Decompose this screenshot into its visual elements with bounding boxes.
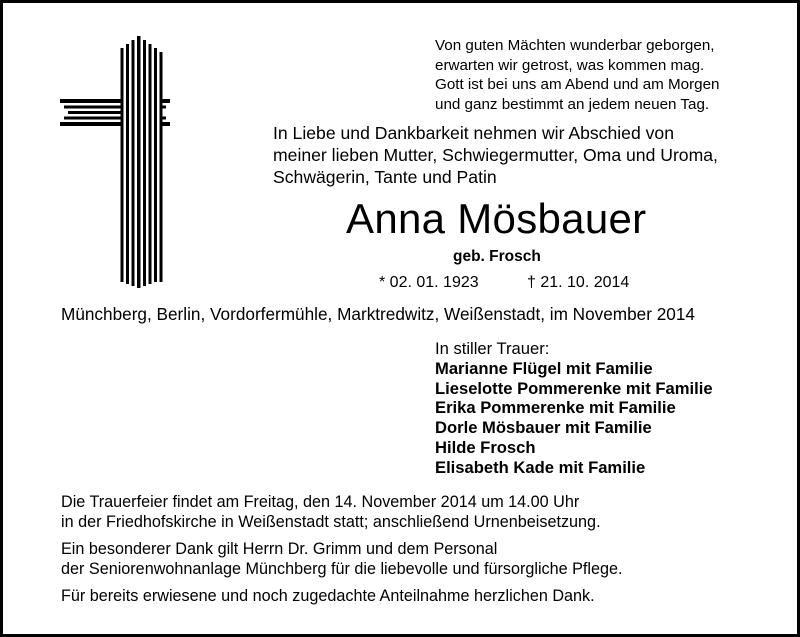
- mourners-list: [435, 339, 775, 478]
- intro-text: [273, 122, 783, 188]
- thanks-all-line: Für bereits erwiesene und noch zugedachte Anteilnahme herzlichen Dank.: [61, 587, 595, 605]
- poem-line: Gott ist bei uns am Abend und am Morgen: [435, 76, 720, 93]
- spacer: [61, 532, 781, 539]
- mourner-name: Marianne Flügel mit Familie: [435, 358, 653, 378]
- mourner-name: Lieselotte Pommerenke mit Familie: [435, 378, 713, 398]
- mourners-label: In stiller Trauer:: [435, 339, 550, 358]
- death-date: † 21. 10. 2014: [527, 274, 630, 291]
- poem-line: und ganz bestimmt an jedem neuen Tag.: [435, 95, 710, 113]
- intro-line: meiner lieben Mutter, Schwiegermutter, Oma und Uroma,: [273, 145, 718, 165]
- maiden-name: geb. Frosch: [453, 248, 541, 265]
- thanks-staff-line: der Seniorenwohnanlage Münchberg für die liebevolle und fürsorgliche Pflege.: [61, 560, 623, 578]
- intro-line: In Liebe und Dankbarkeit nehmen wir Abschied von: [273, 123, 674, 143]
- mourner-name: Dorle Mösbauer mit Familie: [435, 418, 652, 438]
- mourner-name: Hilde Frosch: [435, 437, 536, 457]
- closing-text: [61, 492, 781, 606]
- place-and-date: Münchberg, Berlin, Vordorfermühle, Marktredwitz, Weißenstadt, im November 2014: [61, 304, 695, 324]
- spacer: [61, 579, 781, 586]
- deceased-name: Anna Mösbauer: [346, 195, 647, 242]
- cross-icon: [60, 36, 170, 288]
- mourner-name: Erika Pommerenke mit Familie: [435, 398, 676, 418]
- intro-line: Schwägerin, Tante und Patin: [273, 167, 497, 187]
- thanks-staff-line: Ein besonderer Dank gilt Herrn Dr. Grimm und dem Personal: [61, 540, 498, 558]
- poem-line: Von guten Mächten wunderbar geborgen,: [435, 37, 715, 54]
- mourner-name: Elisabeth Kade mit Familie: [435, 457, 646, 477]
- funeral-info-line: in der Friedhofskirche in Weißenstadt statt; anschließend Urnenbeisetzung.: [61, 513, 601, 531]
- funeral-info-line: Die Trauerfeier findet am Freitag, den 14. November 2014 um 14.00 Uhr: [61, 493, 580, 511]
- birth-date: * 02. 01. 1923: [379, 274, 479, 291]
- poem-verse: [435, 36, 775, 114]
- poem-line: erwarten wir getrost, was kommen mag.: [435, 56, 705, 74]
